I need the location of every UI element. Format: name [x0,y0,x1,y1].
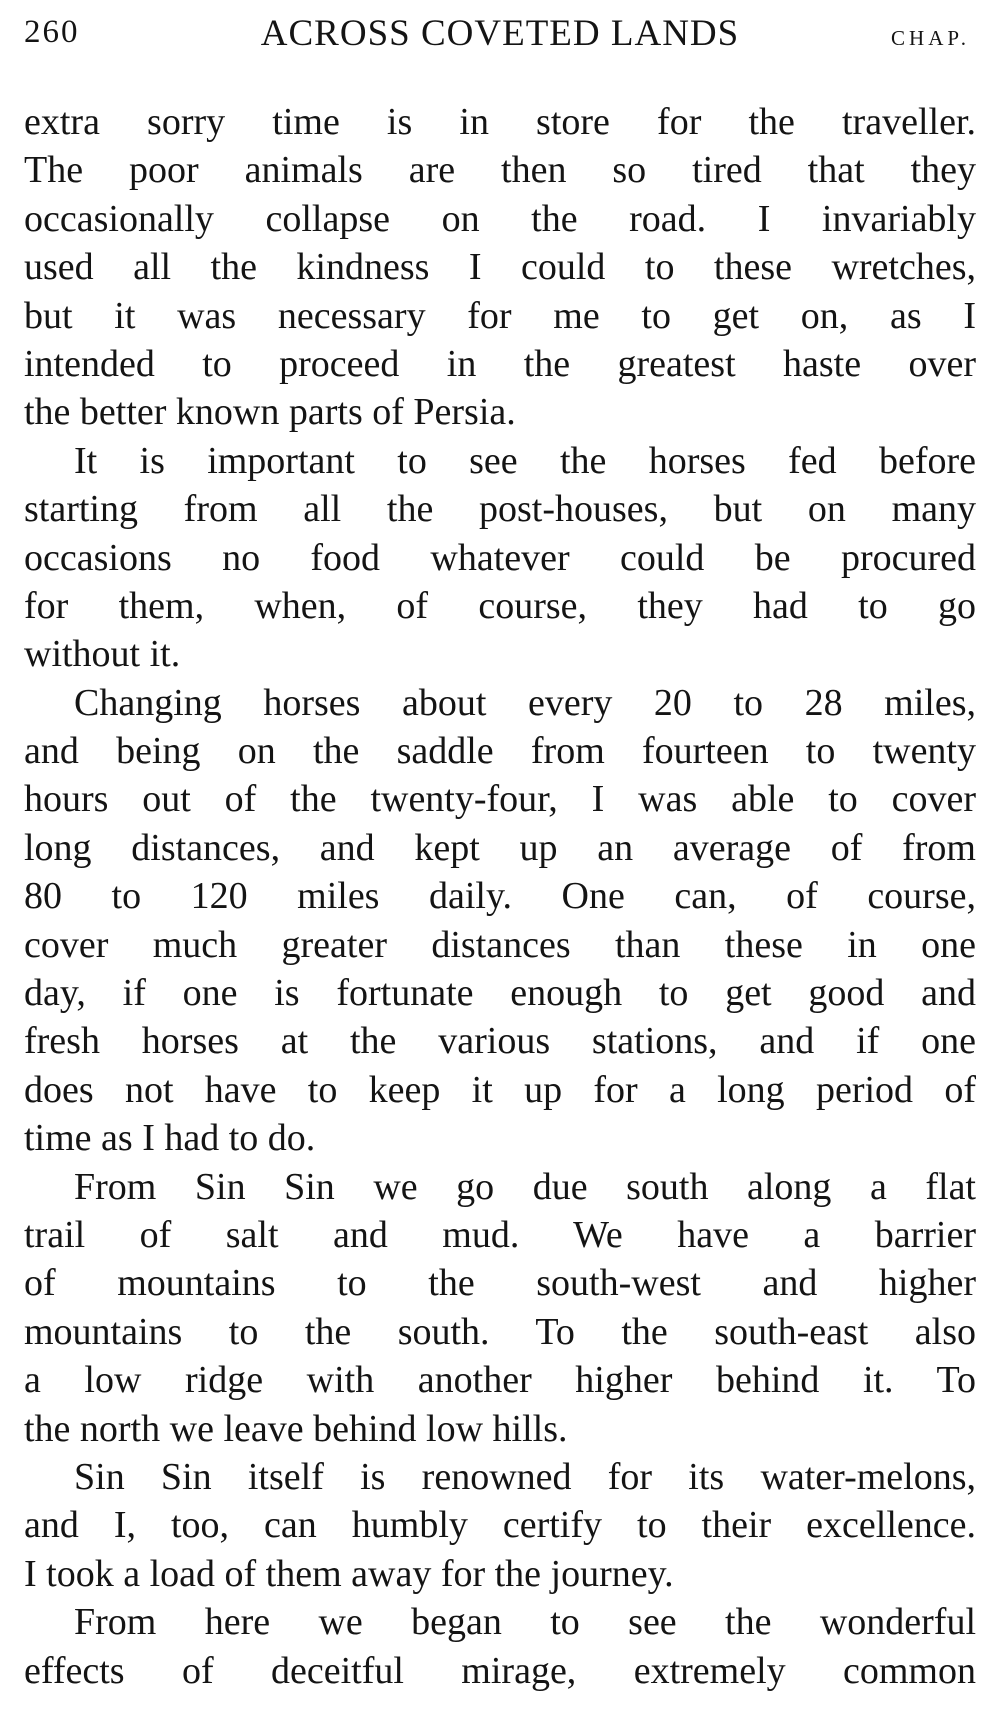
text-line: From here we began to see the wonderful [74,1601,976,1644]
text-line: intended to proceed in the greatest haste over [24,342,976,385]
paragraph [24,1598,976,1695]
text-line: day, if one is fortunate enough to get good and [24,972,976,1015]
page-number: 260 [24,14,80,50]
text-line: I took a load of them away for the journey. [24,1552,674,1595]
text-line: hours out of the twenty-four, I was able to cover [24,778,976,821]
text-line: mountains to the south. To the south-east also [24,1310,976,1353]
text-line: cover much greater distances than these in one [24,923,976,966]
text-line: time as I had to do. [24,1117,316,1160]
text-line: of mountains to the south-west and higher [24,1262,976,1305]
text-line: used all the kindness I could to these wretches, [24,246,976,289]
text-line: but it was necessary for me to get on, as I [24,294,976,337]
text-line: The poor animals are then so tired that they [24,149,976,192]
text-line: the better known parts of Persia. [24,391,516,434]
text-line: trail of salt and mud. We have a barrier [24,1213,976,1256]
text-line: and I, too, can humbly certify to their excellence. [24,1504,976,1547]
chapter-label: CHAP. [891,26,970,50]
text-line: fresh horses at the various stations, and if one [24,1020,976,1063]
paragraph [24,679,976,1163]
text-line: without it. [24,633,181,676]
text-line: occasionally collapse on the road. I invariably [24,197,976,240]
text-line: Changing horses about every 20 to 28 miles, [74,681,976,724]
text-line: occasions no food whatever could be procured [24,536,976,579]
text-line: 80 to 120 miles daily. One can, of course, [24,875,976,918]
text-line: starting from all the post-houses, but on many [24,488,976,531]
running-head: ACROSS COVETED LANDS [260,13,740,54]
text-line: long distances, and kept up an average of from [24,826,976,869]
text-line: the north we leave behind low hills. [24,1407,568,1450]
text-line: and being on the saddle from fourteen to twenty [24,730,976,773]
paragraph [24,98,976,437]
text-line: effects of deceitful mirage, extremely common [24,1649,976,1692]
text-line: for them, when, of course, they had to go [24,584,976,627]
paragraph [24,437,976,679]
text-line: Sin Sin itself is renowned for its water-melons, [74,1455,976,1498]
text-line: a low ridge with another higher behind it. To [24,1359,976,1402]
text-line: It is important to see the horses fed before [74,439,976,482]
paragraph [24,1453,976,1598]
body-text [24,98,976,1695]
page-header [24,8,976,58]
text-line: From Sin Sin we go due south along a flat [74,1165,976,1208]
paragraph [24,1163,976,1453]
text-line: extra sorry time is in store for the traveller. [24,101,976,143]
text-line: does not have to keep it up for a long period of [24,1068,976,1111]
